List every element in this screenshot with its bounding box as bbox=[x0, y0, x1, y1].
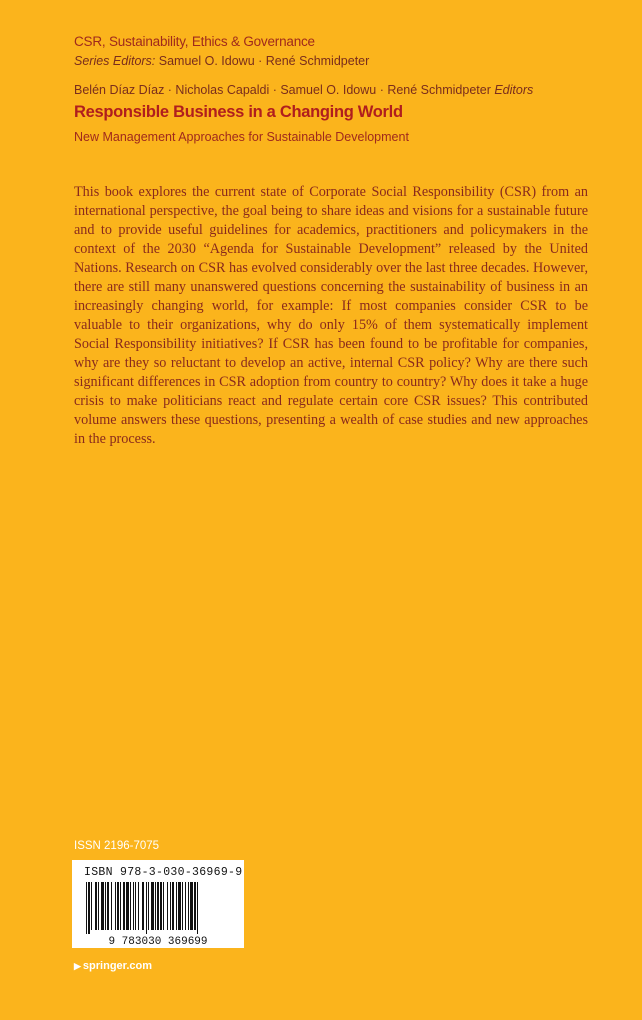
publisher-link-text: springer.com bbox=[82, 960, 152, 972]
series-editors-label: Series Editors: bbox=[74, 54, 156, 68]
barcode-bar bbox=[98, 882, 99, 930]
book-editors-names: Belén Díaz Díaz · Nicholas Capaldi · Samuel O. Idowu · René Schmidpeter bbox=[74, 83, 491, 97]
barcode-bar bbox=[86, 882, 87, 934]
publisher-link[interactable] bbox=[74, 960, 152, 972]
barcode-bar bbox=[185, 882, 186, 930]
barcode-bar bbox=[190, 882, 193, 930]
barcode-bar bbox=[155, 882, 156, 930]
barcode-bar bbox=[194, 882, 196, 930]
barcode-bar bbox=[176, 882, 177, 930]
barcode-bar bbox=[188, 882, 189, 930]
series-editors-names: Samuel O. Idowu · René Schmidpeter bbox=[158, 54, 370, 68]
barcode-bar bbox=[120, 882, 121, 930]
barcode-bar bbox=[151, 882, 154, 930]
book-editors-label: Editors bbox=[494, 83, 534, 97]
book-description: This book explores the current state of Corporate Social Responsibility (CSR) from an international perspective, the goal being to share ideas and visions for a sustainable future and to provide useful guidelines for academics, practitioners and policymakers in the context of the 2030 “Agenda for Sustainable Development” released by the United Nations. Research on CSR has evolved considerably over the last three decades. However, there are still many unanswered questions concerning the sustainability of business in an increasingly changing world, for example: If most companies consider CSR to be valuable to their organizations, why do only 15% of them systematically implement Social Responsibility initiatives? If CSR has been found to be profitable for companies, why are they so reluctant to develop an active, internal CSR policy? Why are there such significant differences in CSR adoption from country to country? Why does it take a huge crisis to make politicians react and regulate certain core CSR issues? This contributed volume answers these questions, presenting a wealth of case studies and new approaches in the process. bbox=[74, 184, 588, 447]
issn-label: ISSN 2196-7075 bbox=[74, 840, 160, 852]
barcode-bar bbox=[105, 882, 106, 930]
isbn-barcode bbox=[72, 860, 244, 948]
barcode-bar bbox=[133, 882, 134, 930]
barcode-bar bbox=[126, 882, 129, 930]
barcode-bar bbox=[115, 882, 116, 930]
barcode-bar bbox=[170, 882, 171, 930]
barcode-bar bbox=[167, 882, 168, 930]
barcode-bar bbox=[178, 882, 181, 930]
book-title: Responsible Business in a Changing World bbox=[74, 103, 403, 121]
barcode-bar bbox=[197, 882, 198, 934]
barcode-bar bbox=[130, 882, 131, 930]
barcode-bar bbox=[146, 882, 147, 934]
arrow-right-icon: ▶ bbox=[74, 961, 81, 971]
barcode-bar bbox=[157, 882, 159, 930]
barcode-bar bbox=[117, 882, 119, 930]
book-editors bbox=[74, 83, 533, 97]
barcode-digits: 9 783030 369699 bbox=[108, 936, 208, 948]
barcode-bar bbox=[91, 882, 92, 930]
barcode-bar bbox=[138, 882, 139, 930]
barcode-bar bbox=[95, 882, 97, 930]
series-title: CSR, Sustainability, Ethics & Governance bbox=[74, 34, 315, 49]
series-editors bbox=[74, 54, 369, 68]
barcode-bar bbox=[101, 882, 104, 930]
book-subtitle: New Management Approaches for Sustainable Development bbox=[74, 130, 409, 144]
barcode-bar bbox=[148, 882, 149, 930]
barcode-bar bbox=[88, 882, 90, 934]
isbn-number: ISBN 978-3-030-36969-9 bbox=[84, 866, 243, 879]
barcode-bar bbox=[123, 882, 125, 930]
barcode-bar bbox=[163, 882, 164, 930]
barcode-bar bbox=[172, 882, 174, 930]
barcode-bar bbox=[160, 882, 162, 930]
barcode-bar bbox=[182, 882, 183, 930]
barcode-bar bbox=[107, 882, 109, 930]
barcode-bar bbox=[135, 882, 136, 930]
barcode-bar bbox=[142, 882, 144, 930]
barcode-bar bbox=[111, 882, 112, 930]
